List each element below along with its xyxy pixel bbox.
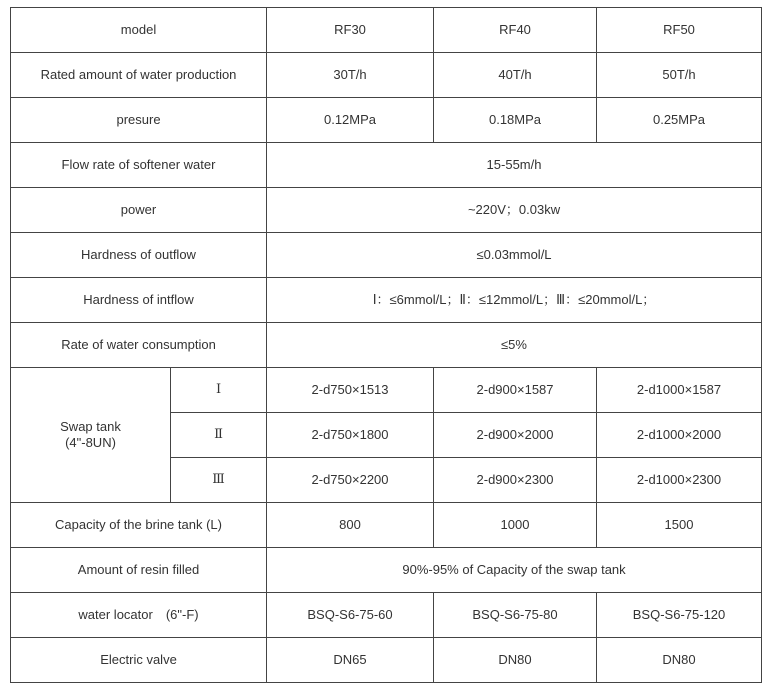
row-label-swap-tank xyxy=(11,368,171,503)
brine-tank-rf40: 1000 xyxy=(434,503,597,548)
water-locator-rf50: BSQ-S6-75-120 xyxy=(597,593,762,638)
swap-tank-3-rf50: 2-d1000×2300 xyxy=(597,458,762,503)
rated-water-rf50: 50T/h xyxy=(597,53,762,98)
row-label-brine-tank: Capacity of the brine tank (L) xyxy=(11,503,267,548)
table-row-hardness-inflow xyxy=(11,278,762,323)
row-label-hardness-outflow: Hardness of outflow xyxy=(11,233,267,278)
electric-valve-rf50: DN80 xyxy=(597,638,762,683)
model-rf40: RF40 xyxy=(434,8,597,53)
row-label-power: power xyxy=(11,188,267,233)
rated-water-rf40: 40T/h xyxy=(434,53,597,98)
row-label-resin: Amount of resin filled xyxy=(11,548,267,593)
swap-tank-grade-2: Ⅱ xyxy=(171,413,267,458)
row-label-hardness-inflow: Hardness of intflow xyxy=(11,278,267,323)
row-label-water-locator: water locator (6"-F) xyxy=(11,593,267,638)
swap-tank-1-rf30: 2-d750×1513 xyxy=(267,368,434,413)
table-row-swap-tank-1 xyxy=(11,368,762,413)
table-row-brine-tank xyxy=(11,503,762,548)
model-rf30: RF30 xyxy=(267,8,434,53)
row-label-rated-water: Rated amount of water production xyxy=(11,53,267,98)
table-row-water-consumption xyxy=(11,323,762,368)
rated-water-rf30: 30T/h xyxy=(267,53,434,98)
swap-tank-grade-3: Ⅲ xyxy=(171,458,267,503)
swap-tank-label-line2: (4"-8UN) xyxy=(65,435,116,450)
electric-valve-rf40: DN80 xyxy=(434,638,597,683)
electric-valve-rf30: DN65 xyxy=(267,638,434,683)
resin-value: 90%-95% of Capacity of the swap tank xyxy=(267,548,762,593)
table-row-electric-valve xyxy=(11,638,762,683)
table-row-flow-rate xyxy=(11,143,762,188)
table-row-hardness-outflow xyxy=(11,233,762,278)
brine-tank-rf30: 800 xyxy=(267,503,434,548)
swap-tank-2-rf50: 2-d1000×2000 xyxy=(597,413,762,458)
pressure-rf30: 0.12MPa xyxy=(267,98,434,143)
flow-rate-value: 15-55m/h xyxy=(267,143,762,188)
swap-tank-label-line1: Swap tank xyxy=(60,419,121,434)
swap-tank-grade-1: Ⅰ xyxy=(171,368,267,413)
spec-table xyxy=(10,7,762,683)
water-locator-rf40: BSQ-S6-75-80 xyxy=(434,593,597,638)
swap-tank-1-rf50: 2-d1000×1587 xyxy=(597,368,762,413)
row-label-model: model xyxy=(11,8,267,53)
row-label-pressure: presure xyxy=(11,98,267,143)
water-locator-rf30: BSQ-S6-75-60 xyxy=(267,593,434,638)
table-row-pressure xyxy=(11,98,762,143)
swap-tank-3-rf40: 2-d900×2300 xyxy=(434,458,597,503)
table-row-resin xyxy=(11,548,762,593)
row-label-flow-rate: Flow rate of softener water xyxy=(11,143,267,188)
hardness-inflow-value: Ⅰ：≤6mmol/L；Ⅱ：≤12mmol/L；Ⅲ：≤20mmol/L； xyxy=(267,278,762,323)
row-label-electric-valve: Electric valve xyxy=(11,638,267,683)
table-row-rated-water xyxy=(11,53,762,98)
brine-tank-rf50: 1500 xyxy=(597,503,762,548)
table-row-power xyxy=(11,188,762,233)
table-row-water-locator xyxy=(11,593,762,638)
pressure-rf50: 0.25MPa xyxy=(597,98,762,143)
swap-tank-2-rf30: 2-d750×1800 xyxy=(267,413,434,458)
water-consumption-value: ≤5% xyxy=(267,323,762,368)
model-rf50: RF50 xyxy=(597,8,762,53)
table-row-model xyxy=(11,8,762,53)
power-value: ~220V；0.03kw xyxy=(267,188,762,233)
swap-tank-3-rf30: 2-d750×2200 xyxy=(267,458,434,503)
hardness-outflow-value: ≤0.03mmol/L xyxy=(267,233,762,278)
pressure-rf40: 0.18MPa xyxy=(434,98,597,143)
swap-tank-2-rf40: 2-d900×2000 xyxy=(434,413,597,458)
swap-tank-1-rf40: 2-d900×1587 xyxy=(434,368,597,413)
row-label-water-consumption: Rate of water consumption xyxy=(11,323,267,368)
